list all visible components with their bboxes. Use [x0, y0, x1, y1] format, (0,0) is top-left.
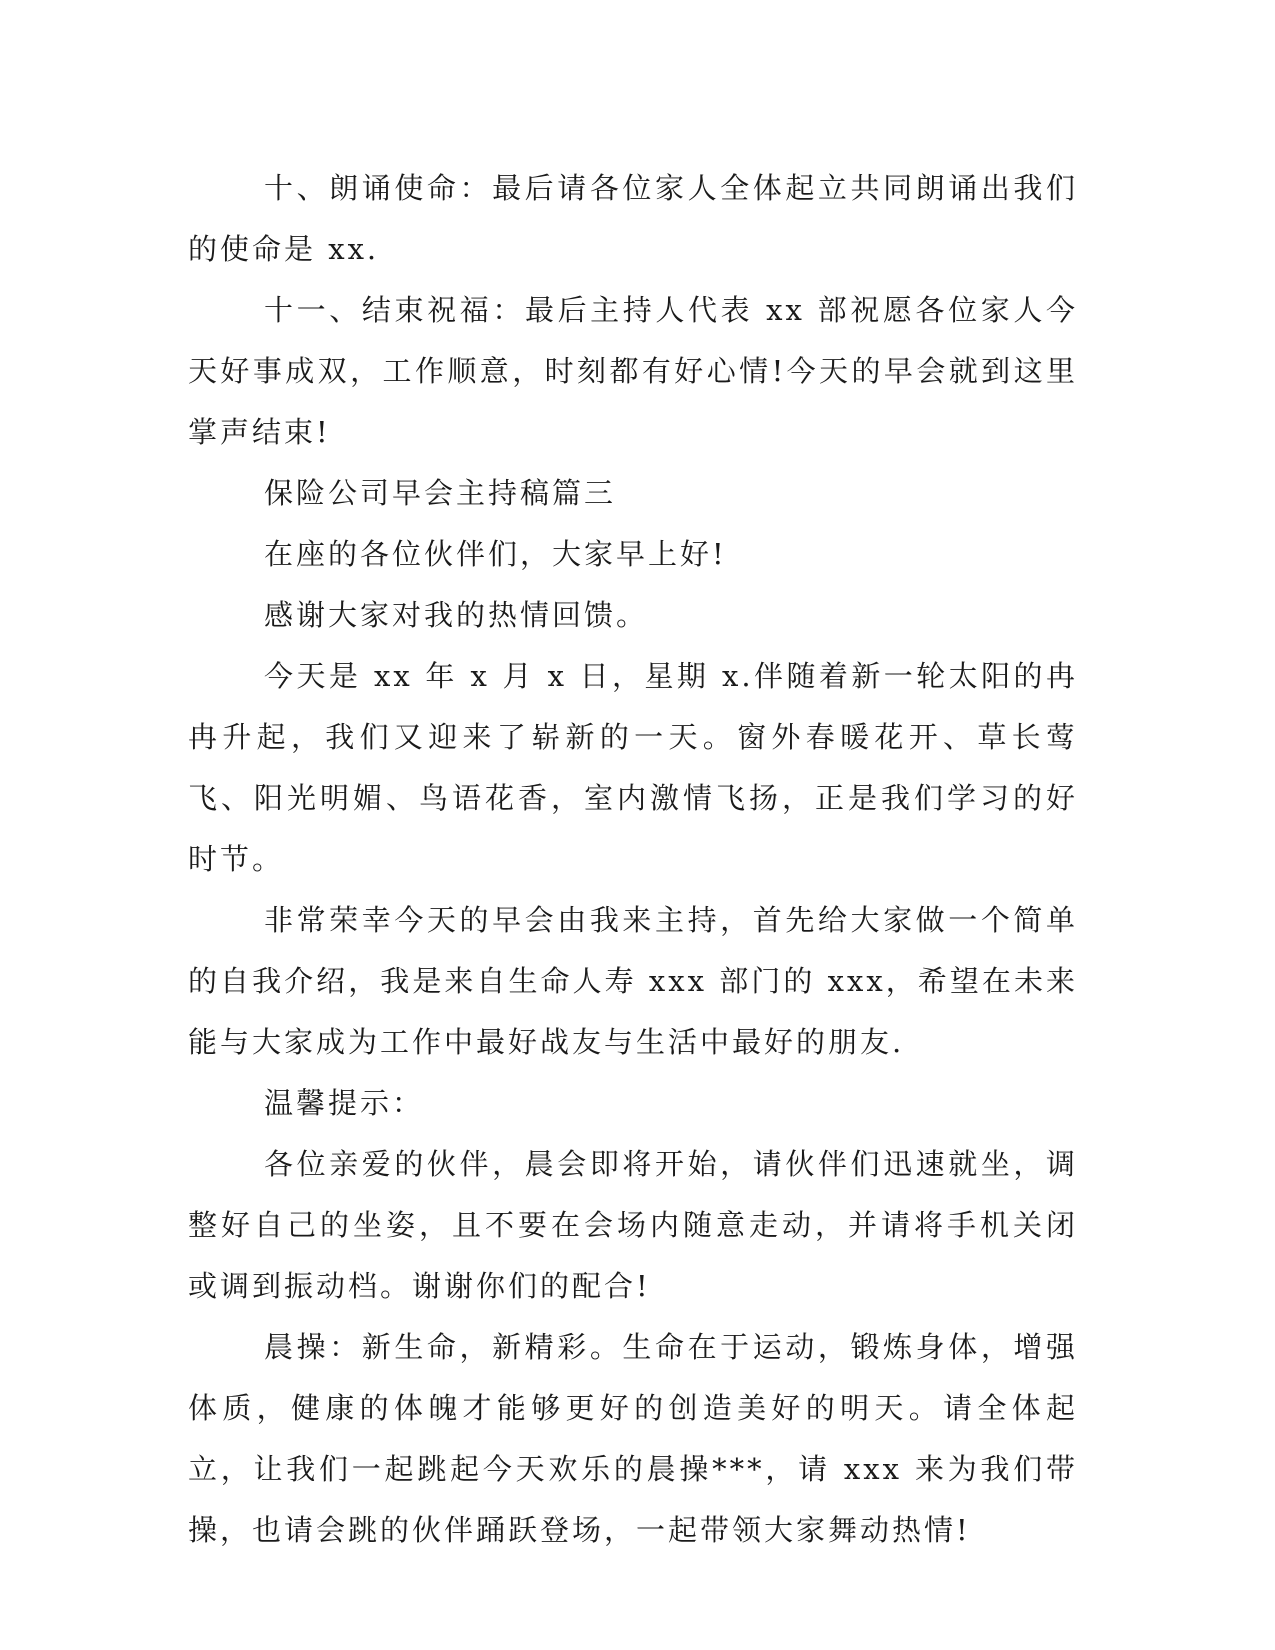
paragraph-greeting: 在座的各位伙伴们，大家早上好! — [264, 537, 727, 571]
section-heading: 保险公司早会主持稿篇三 — [264, 476, 617, 510]
document-body — [188, 158, 1078, 1561]
paragraph-morning-exercise: 晨操：新生命，新精彩。生命在于运动，锻炼身体，增强体质，健康的体魄才能够更好的创造美好的明天。请全体起立，让我们一起跳起今天欢乐的晨操***，请 xxx 来为我们带操，也请会跳的伙伴踊跃登场，一起带领大家舞动热情! — [188, 1330, 1078, 1547]
paragraph-reminder: 各位亲爱的伙伴，晨会即将开始，请伙伴们迅速就坐，调整好自己的坐姿，且不要在会场内随意走动，并请将手机关闭或调到振动档。谢谢你们的配合! — [188, 1147, 1078, 1303]
paragraph-self-intro: 非常荣幸今天的早会由我来主持，首先给大家做一个简单的自我介绍，我是来自生命人寿 xxx 部门的 xxx，希望在未来能与大家成为工作中最好战友与生活中最好的朋友. — [188, 903, 1078, 1059]
paragraph-recite-mission: 十、朗诵使命：最后请各位家人全体起立共同朗诵出我们的使命是 xx. — [188, 171, 1078, 266]
paragraph-reminder-label: 温馨提示： — [264, 1086, 425, 1120]
paragraph-thanks: 感谢大家对我的热情回馈。 — [264, 598, 649, 632]
paragraph-closing-blessing: 十一、结束祝福：最后主持人代表 xx 部祝愿各位家人今天好事成双，工作顺意，时刻都有好心情!今天的早会就到这里掌声结束! — [188, 293, 1078, 449]
paragraph-date-intro: 今天是 xx 年 x 月 x 日，星期 x.伴随着新一轮太阳的冉冉升起，我们又迎来了崭新的一天。窗外春暖花开、草长莺飞、阳光明媚、鸟语花香，室内激情飞扬，正是我们学习的好时节。 — [188, 659, 1078, 876]
